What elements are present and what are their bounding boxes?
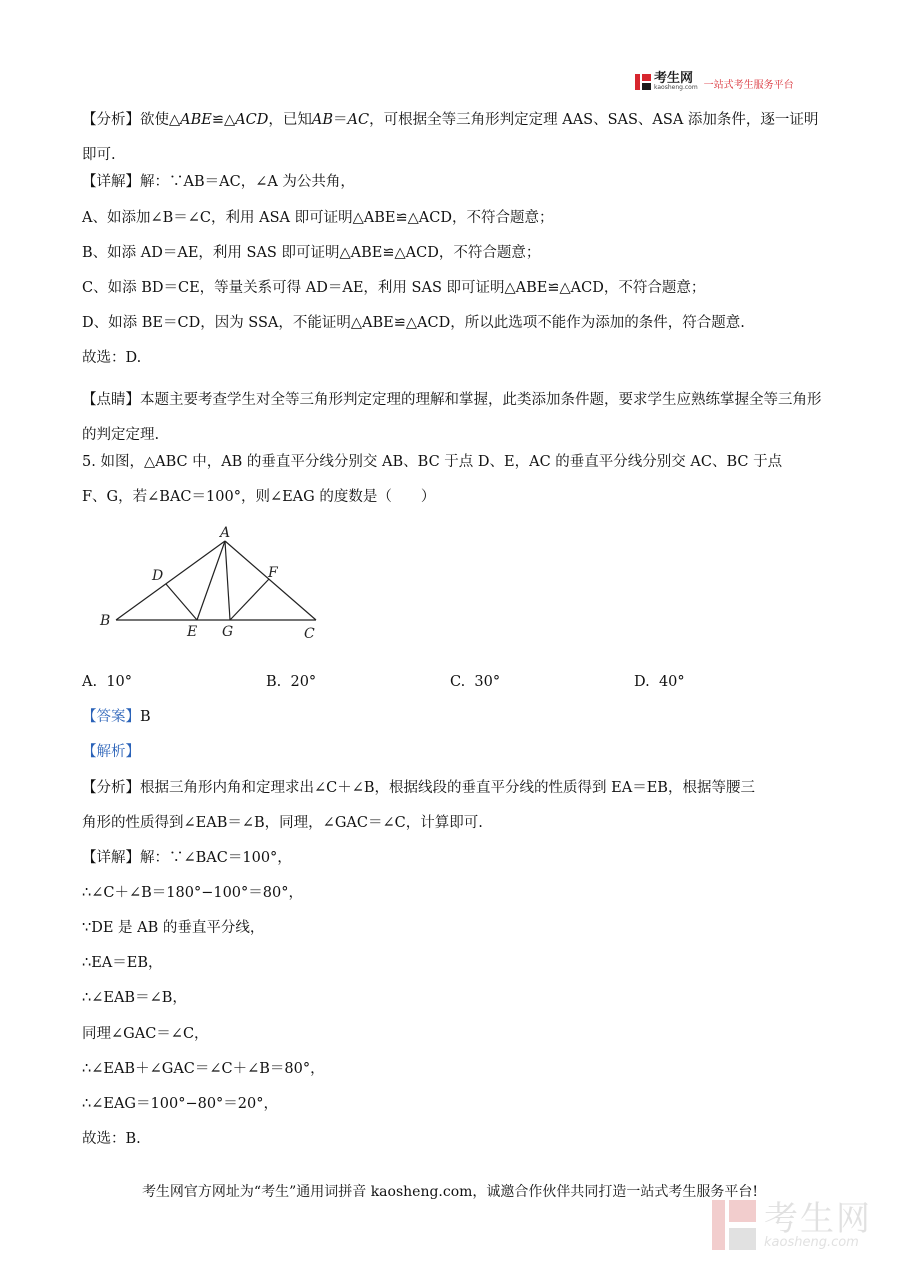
prev-comment: 【点睛】本题主要考查学生对全等三角形判定定理的理解和掌握，此类添加条件题，要求学生应熟练掌握全等三角形的判定定理.	[82, 392, 822, 443]
solution-step: ∴∠EAG＝100°−80°＝20°，	[82, 1096, 278, 1112]
solution-step: 【详解】解：∵∠BAC＝100°，	[82, 850, 292, 866]
solution-step: ∴EA＝EB，	[82, 955, 163, 971]
logo-slogan: 一站式考生服务平台	[703, 80, 794, 91]
option-d: D. 40°	[634, 674, 685, 690]
kaosheng-logo-icon	[635, 74, 651, 90]
prev-analysis: 【分析】欲使△ABE≌△ACD，已知AB＝AC，可根据全等三角形判定定理 AAS、SAS、ASA 添加条件，逐一证明即可.	[82, 112, 819, 163]
label-c: C	[304, 626, 315, 642]
label-g: G	[222, 624, 234, 640]
question-stem-line1: 5. 如图，△ABC 中，AB 的垂直平分线分别交 AB、BC 于点 D、E，AC 的垂直平分线分别交 AC、BC 于点	[82, 454, 783, 470]
triangle-figure	[95, 522, 330, 644]
prev-detail: 【详解】解：∵AB＝AC，∠A 为公共角，	[82, 174, 355, 190]
prev-option-b: B、如添 AD＝AE，利用 SAS 即可证明△ABE≌△ACD，不符合题意；	[82, 245, 541, 261]
analysis-heading: 【解析】	[82, 744, 140, 760]
solution-step: 故选：B.	[82, 1131, 141, 1147]
solution-step: 同理∠GAC＝∠C，	[82, 1026, 209, 1042]
segment-ae	[197, 541, 225, 620]
label-e: E	[187, 624, 198, 640]
solution-analysis-line1: 【分析】根据三角形内角和定理求出∠C＋∠B，根据线段的垂直平分线的性质得到 EA＝EB，根据等腰三	[82, 780, 755, 796]
option-b: B. 20°	[266, 674, 317, 690]
watermark	[712, 1200, 872, 1250]
option-a: A. 10°	[82, 674, 133, 690]
watermark-logo-icon	[712, 1200, 756, 1250]
segment-fg	[230, 579, 269, 620]
solution-analysis-line2: 角形的性质得到∠EAB＝∠B，同理，∠GAC＝∠C，计算即可.	[82, 815, 483, 831]
question-stem-line2: F、G，若∠BAC＝100°，则∠EAG 的度数是（ ）	[82, 489, 436, 505]
watermark-name: 考生网	[764, 1198, 872, 1239]
footer-text: 考生网官方网址为“考生”通用词拼音 kaosheng.com，诚邀合作伙伴共同打造一站式考生服务平台!	[141, 1184, 759, 1200]
header-logo	[635, 72, 794, 91]
option-c: C. 30°	[450, 674, 501, 690]
solution-step: ∵DE 是 AB 的垂直平分线，	[82, 920, 265, 936]
watermark-domain: kaosheng.com	[764, 1234, 859, 1250]
prev-option-d: D、如添 BE＝CD，因为 SSA，不能证明△ABE≌△ACD，所以此选项不能作为添加的条件，符合题意.	[82, 315, 745, 331]
answer-line: 【答案】B	[82, 709, 151, 725]
label-a: A	[220, 525, 231, 541]
segment-ab	[116, 541, 225, 620]
solution-step: ∴∠EAB＝∠B，	[82, 990, 187, 1006]
label-b: B	[100, 613, 111, 629]
solution-step: ∴∠EAB＋∠GAC＝∠C＋∠B＝80°，	[82, 1061, 325, 1077]
logo-name: 考生网	[654, 71, 694, 86]
label-d: D	[152, 568, 164, 584]
prev-option-a: A、如添加∠B＝∠C，利用 ASA 即可证明△ABE≌△ACD，不符合题意；	[82, 210, 554, 226]
prev-choice: 故选：D.	[82, 350, 142, 366]
solution-step: ∴∠C＋∠B＝180°−100°＝80°，	[82, 885, 303, 901]
segment-ag	[225, 541, 230, 620]
prev-option-c: C、如添 BD＝CE，等量关系可得 AD＝AE，利用 SAS 即可证明△ABE≌△ACD，不符合题意；	[82, 280, 706, 296]
segment-de	[166, 584, 197, 620]
logo-domain: kaosheng.com	[654, 84, 698, 91]
label-f: F	[268, 565, 278, 581]
